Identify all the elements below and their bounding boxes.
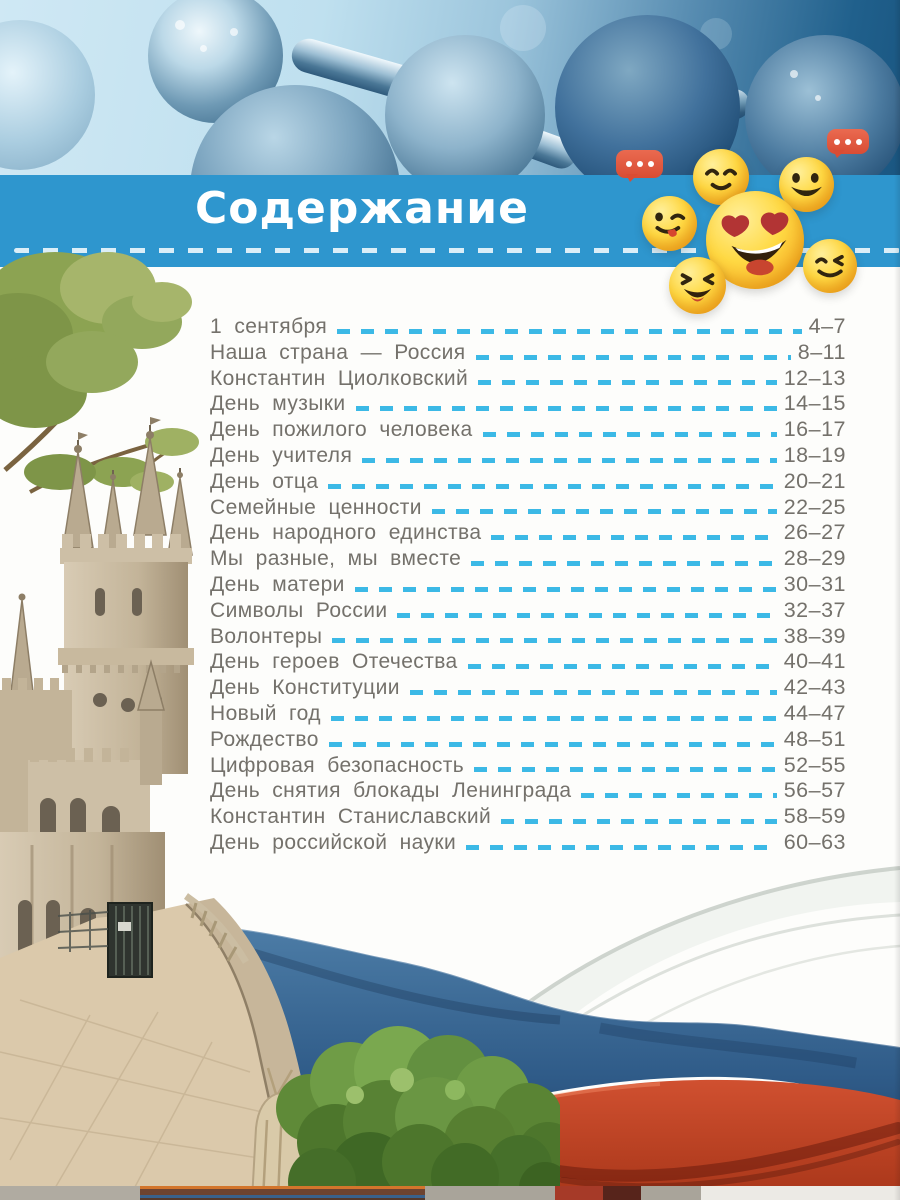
page-edge-segment [555,1186,603,1200]
toc-entry-pages: 56–57 [783,778,846,803]
book-page-edge-strip [0,1186,900,1200]
toc-entry-pages: 20–21 [783,468,846,493]
toc-entry-pages: 14–15 [783,391,846,416]
toc-entry-title: Символы России [210,598,388,622]
page-right-edge-shadow [894,0,900,1200]
toc-entry-title: Рождество [210,727,319,751]
toc-entry-pages: 58–59 [783,804,846,829]
toc-entry-title: День народного единства [210,521,482,545]
toc-entry-pages: 18–19 [783,442,846,467]
toc-entry-pages: 26–27 [783,520,846,545]
page-edge-segment [603,1186,641,1200]
toc-entry-title: Новый год [210,701,321,725]
foreground-trees [252,1026,560,1200]
toc-entry-pages: 52–55 [783,752,846,777]
toc-entry-title: День российской науки [210,830,457,854]
terrace-gate [108,903,152,977]
toc-entry-pages: 60–63 [783,829,846,854]
toc-entry-title: День снятия блокады Ленинграда [210,779,572,803]
toc-entry-title: День героев Отечества [210,650,458,674]
toc-entry-title: Наша страна — Россия [210,340,466,364]
water-droplet [175,20,185,30]
winking-face-emoji-icon [803,239,857,293]
bokeh-light [500,5,546,51]
page-edge-segment [425,1186,555,1200]
toc-entry-title: Константин Циолковский [210,366,469,390]
toc-entry-pages: 4–7 [808,314,846,338]
toc-entry-pages: 44–47 [783,700,846,725]
toc-entry-pages: 40–41 [783,649,846,674]
toc-entry-pages: 30–31 [783,571,846,596]
toc-entry-pages: 32–37 [783,597,846,622]
toc-entry-title: День отца [210,469,319,493]
toc-entry-title: Волонтеры [210,624,323,648]
toc-entry-title: День Конституции [210,676,400,700]
toc-entry-title: Мы разные, мы вместе [210,547,462,571]
toc-entry-pages: 16–17 [783,417,846,442]
speech-bubble-icon [616,150,663,178]
toc-entry-title: День музыки [210,392,346,416]
page-edge-segment [140,1186,425,1200]
winking-tongue-face-emoji-icon [642,196,697,251]
page-edge-segment [701,1186,900,1200]
molecule-sphere [385,35,545,175]
toc-entry-title: День пожилого человека [210,418,473,442]
toc-entry-title: Цифровая безопасность [210,753,465,777]
toc-entry-pages: 28–29 [783,546,846,571]
toc-entry-pages: 48–51 [783,726,846,751]
toc-entry-pages: 38–39 [783,623,846,648]
swallows-nest-castle-illustration [0,245,560,1200]
pine-tree [0,252,199,493]
laughing-face-emoji-icon [669,257,726,314]
page-title: Содержание [195,183,529,234]
molecule-sphere [0,20,95,170]
emoji-cluster [600,118,900,318]
toc-entry-title: Семейные ценности [210,495,422,519]
speech-bubble-icon [827,129,869,154]
water-droplet [230,28,238,36]
toc-entry-pages: 8–11 [797,339,846,364]
toc-entry-pages: 22–25 [783,494,846,519]
toc-entry-title: День матери [210,572,345,596]
toc-entry-title: Константин Станиславский [210,805,492,829]
toc-entry-pages: 12–13 [783,365,846,390]
toc-leader-dashes [581,793,776,798]
toc-entry-pages: 42–43 [783,675,846,700]
water-droplet [790,70,798,78]
water-droplet [200,45,207,52]
page-edge-segment [641,1186,701,1200]
toc-entry-title: День учителя [210,443,353,467]
toc-entry-title: 1 сентября [210,315,328,338]
water-droplet [815,95,821,101]
